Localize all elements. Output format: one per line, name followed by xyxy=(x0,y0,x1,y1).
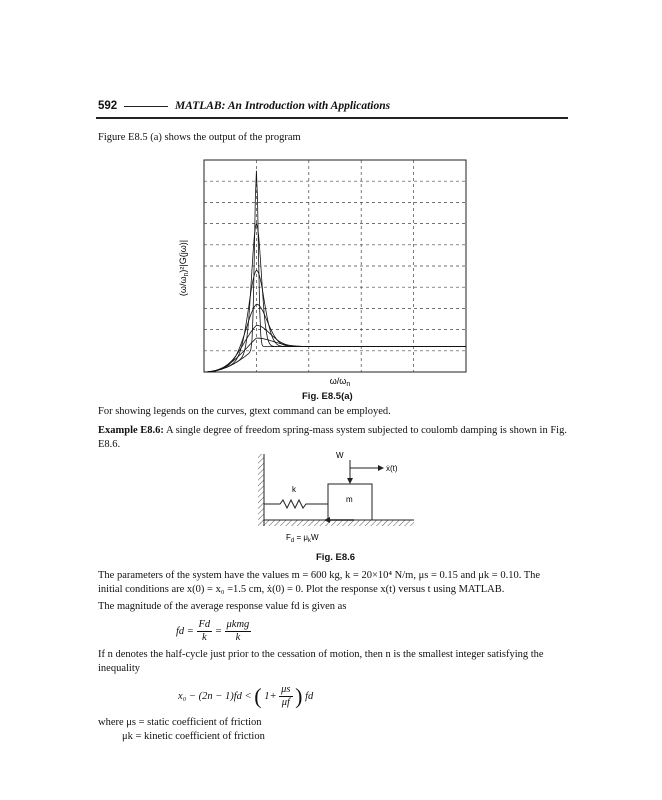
intro-text: Figure E8.5 (a) shows the output of the program xyxy=(98,132,301,143)
wall-hatch xyxy=(258,454,264,526)
y-axis-label: $(\omega/\omega_n)^2|G(j\omega)|$ xyxy=(178,239,190,297)
eq2-rhs: fd xyxy=(305,690,314,702)
floor-hatch xyxy=(264,520,414,526)
eq2-den: μf xyxy=(281,697,290,708)
friction-label: $F_d = \mu_kW$ xyxy=(286,533,319,544)
parameters-line-2: initial conditions are x(0) = x₀ =1.5 cm, ẋ(0) = 0. Plot the response x(t) versus t using MATLAB. xyxy=(98,584,505,595)
figure-b-caption: Fig. E8.6 xyxy=(316,552,356,563)
eq1-fraction-1 xyxy=(197,619,213,644)
halfcycle-line-2: inequality xyxy=(98,663,140,674)
eq1-den2: k xyxy=(235,632,241,643)
eq1-equals: = xyxy=(214,625,222,637)
eq1-num2: μkmg xyxy=(226,619,250,630)
figure-b-diagram xyxy=(256,448,416,548)
legend-note: For showing legends on the curves, gtext command can be employed. xyxy=(98,406,391,417)
equation-inequality xyxy=(178,684,313,709)
example-label: Example E8.6: xyxy=(98,425,164,436)
eq2-left-paren: ( xyxy=(254,683,262,709)
header-rule xyxy=(96,117,568,119)
running-header xyxy=(98,100,390,112)
eq1-fraction-2 xyxy=(225,619,252,644)
spring-label: k xyxy=(292,485,296,494)
eq2-lhs: x₀ − (2n − 1)fd < xyxy=(178,690,252,702)
parameters-line-1: The parameters of the system have the values m = 600 kg, k = 20×10⁴ N/m, μs = 0.15 and μk = 0.10. The xyxy=(98,570,541,581)
velocity-arrowhead xyxy=(378,465,384,471)
series-line-curve-1 xyxy=(204,171,466,372)
eq2-num: μs xyxy=(281,684,291,695)
equation-fd xyxy=(176,619,251,644)
series-line-curve-4 xyxy=(204,304,466,372)
where-line-1: where μs = static coefficient of friction xyxy=(98,717,262,728)
eq1-den1: k xyxy=(202,632,207,643)
eq2-right-paren: ) xyxy=(295,683,303,709)
series-line-curve-5 xyxy=(204,325,466,372)
weight-arrowhead xyxy=(347,478,353,484)
velocity-label: ẋ(t) xyxy=(386,464,398,473)
halfcycle-line-1: If n denotes the half-cycle just prior to the cessation of motion, then n is the smallest integer satisfying the xyxy=(98,649,544,660)
example-text: A single degree of freedom spring-mass system subjected to coulomb damping is shown in Fig. E8.6. xyxy=(98,425,567,450)
x-axis-label: $\omega/\omega_n$ xyxy=(329,376,351,388)
halfcycle-paragraph xyxy=(98,648,570,676)
eq1-num1: Fd xyxy=(198,619,211,630)
parameters-paragraph xyxy=(98,569,570,597)
plot-curves xyxy=(204,171,466,372)
eq2-fraction xyxy=(279,684,292,709)
series-line-curve-3 xyxy=(204,270,466,372)
series-line-curve-2 xyxy=(204,224,466,372)
header-dash xyxy=(124,106,168,107)
figure-a-chart xyxy=(170,150,480,390)
weight-label: W xyxy=(336,451,344,460)
where-line-2: μk = kinetic coefficient of friction xyxy=(122,731,265,742)
eq2-one-plus: 1+ xyxy=(264,690,277,702)
figure-a-caption: Fig. E8.5(a) xyxy=(302,391,353,402)
mass-label: m xyxy=(346,495,353,504)
page-number: 592 xyxy=(98,100,118,112)
spring xyxy=(264,500,328,508)
book-title: MATLAB: An Introduction with Applications xyxy=(174,100,391,112)
eq1-lhs: fd = xyxy=(176,625,194,637)
magnitude-text: The magnitude of the average response value fd is given as xyxy=(98,601,347,612)
